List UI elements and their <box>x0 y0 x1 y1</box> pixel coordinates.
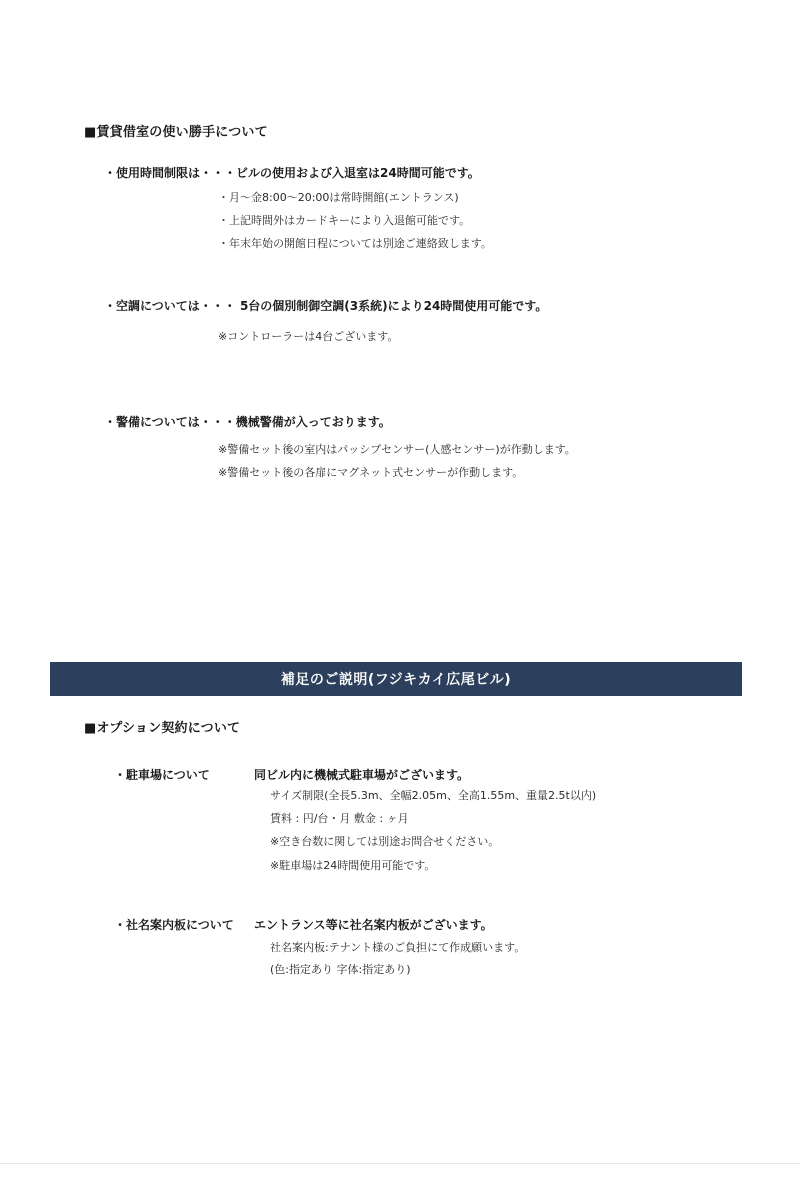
aircon-title: ・空調については・・・ 5台の個別制御空調(3系統)により24時間使用可能です。 <box>104 299 548 313</box>
parking-fee: 賃料 : 円/台・月 敷金 : ヶ月 <box>270 812 409 825</box>
usage-time-title: ・使用時間制限は・・・ビルの使用および入退室は24時間可能です。 <box>104 166 480 180</box>
aircon-note: ※コントローラーは4台ございます。 <box>218 330 399 343</box>
usage-note: ・上記時間外はカードキーにより入退館可能です。 <box>218 214 471 227</box>
parking-size-limit: サイズ制限(全長5.3m、全幅2.05m、全高1.55m、重量2.5t以内) <box>270 789 597 802</box>
banner-title: 補足のご説明(フジキカイ広尾ビル) <box>280 672 512 688</box>
usage-note: ・年末年始の開館日程については別途ご連絡致します。 <box>218 237 492 250</box>
scan-edge-line <box>0 1163 800 1164</box>
section-heading-options: ■オプション契約について <box>84 721 241 736</box>
parking-note: ※空き台数に関しては別途お問合せください。 <box>270 835 500 848</box>
signboard-note: 社名案内板:テナント様のご負担にて作成願います。 <box>270 941 526 954</box>
usage-note: ・月～金8:00～20:00は常時開館(エントランス) <box>218 191 459 204</box>
section-banner <box>50 662 742 696</box>
signboard-note: (色:指定あり 字体:指定あり) <box>270 963 411 976</box>
signboard-title: エントランス等に社名案内板がございます。 <box>254 918 493 932</box>
signboard-label: ・社名案内板について <box>114 918 234 932</box>
parking-title: 同ビル内に機械式駐車場がございます。 <box>254 768 470 782</box>
section-heading-rental-room: ■賃貸借室の使い勝手について <box>84 125 268 140</box>
parking-label: ・駐車場について <box>114 768 210 782</box>
parking-note: ※駐車場は24時間使用可能です。 <box>270 859 436 872</box>
security-note: ※警備セット後の各扉にマグネット式センサーが作動します。 <box>218 466 524 479</box>
security-title: ・警備については・・・機械警備が入っております。 <box>104 415 391 429</box>
security-note: ※警備セット後の室内はパッシブセンサー(人感センサー)が作動します。 <box>218 443 576 456</box>
